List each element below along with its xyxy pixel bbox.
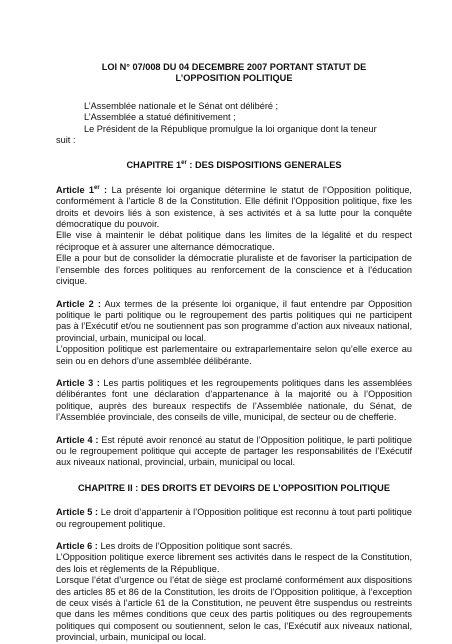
article-1 [56,185,412,288]
preamble [56,101,412,147]
article-5-label: Article 5 : [56,507,99,518]
article-6 [56,541,412,644]
preamble-line-4: suit : [56,135,76,146]
chapter-1-suffix: : DES DISPOSITIONS GENERALES [186,160,342,171]
article-1-label-suffix: : [99,184,108,195]
article-4 [56,435,412,469]
preamble-line-1: L’Assemblée nationale et le Sénat ont délibéré ; [84,100,279,111]
article-2-para-1 [56,299,412,345]
chapter-2-heading: CHAPITRE II : DES DROITS ET DEVOIRS DE L’OPPOSITION POLITIQUE [78,482,390,493]
article-2-text-1: Aux termes de la présente loi organique, il faut entendre par Opposition politique le parti politique ou le regroupement des partis politiques qui ne participent pas à l’Exécutif et/ou ne soutiennent pas son programme d’action aux niveaux national, provincial, urbain, municipal ou local. [56,298,413,343]
article-3-label: Article 3 : [56,377,100,388]
article-5 [56,507,412,530]
preamble-line-2: L’Assemblée a statué définitivement ; [84,112,236,123]
article-2-label: Article 2 : [56,298,101,309]
article-6-para-1 [56,541,412,552]
article-1-label [56,185,107,195]
article-1-label-prefix: Article 1 [56,184,95,195]
chapter-1-sup: er [181,160,187,167]
article-3 [56,378,412,424]
chapter-1-heading [56,160,412,171]
article-6-label: Article 6 : [56,541,98,551]
article-1-label-sup: er [94,184,100,191]
article-3-text-1: Les partis politiques et les regroupements politiques dans les assemblées délibérantes font une déclaration d’appartenance à la majorité ou à l’Opposition politique, auprès des bureaux respectifs de l’Assemblée nationale, du Sénat, de l’Assemblée provinciale, des conseils de ville, municipal, de secteur ou de chefferie. [56,377,412,423]
law-title [56,62,412,85]
article-5-text-1: Le droit d’appartenir à l’Opposition politique est reconnu à tout parti politique ou regroupement politique. [56,507,412,529]
article-1-para-2: Elle vise à maintenir le débat politique dans les limites de la légalité et du respect réciproque et à assurer une alternance démocratique. [56,230,412,252]
law-title-line-2: L’OPPOSITION POLITIQUE [175,73,293,84]
article-1-para-3: Elle a pour but de consolider la démocratie pluraliste et de favoriser la participation de l’ensemble des forces politiques au renforcement de la conscience et à l’éducation civique. [56,253,412,287]
article-2-para-2: L’opposition politique est parlementaire ou extraparlementaire selon qu’elle exerce au sein ou en dehors d’une assemblée délibérante. [56,344,412,366]
article-1-text-1: La présente loi organique détermine le statut de l’Opposition politique, conformément à l’article 8 de la Constitution. Elle définit l’Opposition politique, fixe les droits et devoirs liés à son existence, à ses activités et à sa lutte pour la conquête démocratique du pouvoir. [56,184,412,230]
chapter-1-prefix: CHAPITRE 1 [126,160,182,171]
article-2 [56,299,412,367]
article-1-para-1 [56,185,412,231]
article-4-para-1 [56,435,412,469]
law-title-line-1: LOI N° 07/008 DU 04 DECEMBRE 2007 PORTANT STATUT DE [101,62,367,72]
article-5-para-1 [56,507,412,530]
preamble-line-3: Le Président de la République promulgue la loi organique dont la teneur [84,123,377,134]
article-3-para-1 [56,378,412,424]
article-6-para-2: L’Opposition politique exerce librement ses activités dans le respect de la Constitution, des lois et règlements de la République. [56,552,412,574]
article-4-text-1: Est réputé avoir renoncé au statut de l’Opposition politique, le parti politique ou le regroupement politique qui accepte de partager les responsabilités de l’Exécutif aux niveaux national, provincial, urbain, municipal ou local. [56,434,413,468]
article-6-para-3: Lorsque l’état d’urgence ou l’état de siège est proclamé conformément aux dispositions des articles 85 et 86 de la Constitution, les droits de l’Opposition politique, à l’exception de ceux visés à l’article 61 de la Constitution, ne peuvent être suspendus ou restreints que dans les mêmes conditions que ceux des partis politiques ou des regroupements politiques qui composent ou soutiennent, selon le cas, l’Exécutif aux niveaux national, provincial, urbain, municipal ou local. [56,575,412,643]
article-4-label: Article 4 : [56,434,99,445]
article-6-text-1: Les droits de l’Opposition politique sont sacrés. [100,541,293,551]
